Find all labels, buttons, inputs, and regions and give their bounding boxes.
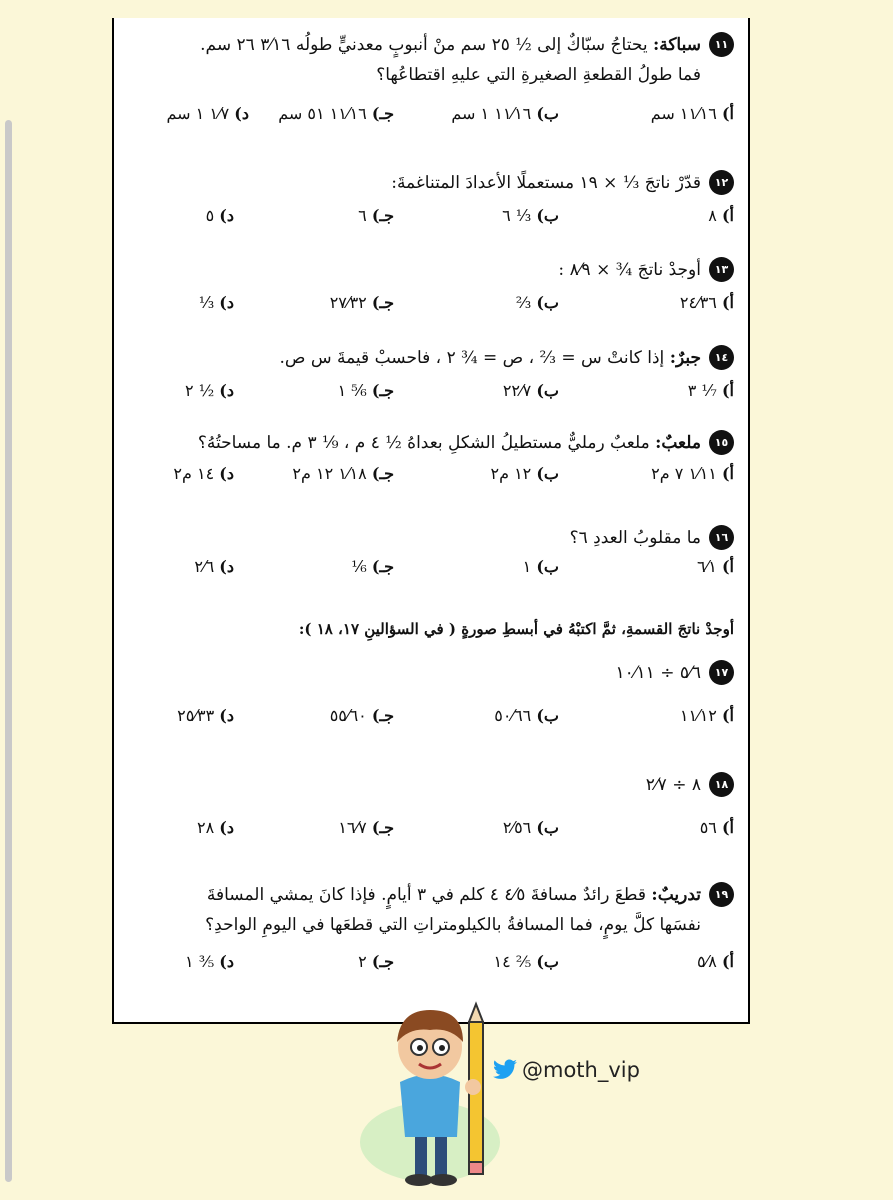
twitter-watermark (492, 1058, 640, 1082)
boy-with-pencil-mascot (355, 992, 505, 1192)
option-d[interactable]: د) ٥ (205, 206, 234, 225)
option-c[interactable]: جـ) ⅙ (351, 557, 394, 576)
question-text: ملعبٌ رمليٌّ مستطيلُ الشكلِ بعداهُ ½ ٤ م ، ⅑ ٣ م. ما مساحتُهُ؟ (197, 433, 650, 453)
option-a[interactable]: أ) ٦⁄١ (697, 557, 734, 576)
option-a[interactable]: أ) ٥٦ (699, 818, 734, 837)
question-text: ٥⁄٦ ÷ ١٠⁄١١ (615, 663, 701, 683)
answer-options (124, 464, 734, 494)
answer-options (124, 206, 734, 236)
answer-options (124, 952, 734, 982)
option-d[interactable]: د) ١٤ م٢ (173, 464, 234, 483)
question-number-badge: ١٣ (709, 257, 734, 282)
twitter-handle: @moth_vip (522, 1058, 640, 1082)
question-17 (124, 658, 734, 736)
option-d[interactable]: د) ٢٨ (197, 818, 234, 837)
question-number-badge: ١٩ (709, 882, 734, 907)
option-b[interactable]: ب) ⅖ ١٤ (493, 952, 559, 971)
question-keyword: ملعبٌ: (655, 433, 701, 453)
twitter-bird-icon (492, 1059, 518, 1081)
option-d[interactable]: د) ½ ٢ (185, 381, 234, 400)
answer-options (124, 818, 734, 848)
option-a[interactable]: أ) ٨ (708, 206, 734, 225)
option-d[interactable]: د) ⅗ ١ (185, 952, 234, 971)
question-number-badge: ١٤ (709, 345, 734, 370)
question-number-badge: ١٨ (709, 772, 734, 797)
option-c[interactable]: جـ) ١١⁄١٦ ٥١ سم (278, 104, 394, 123)
option-b[interactable]: ب) ٢⁄٥٦ (502, 818, 559, 837)
option-b[interactable]: ب) ١ (522, 557, 559, 576)
option-b[interactable]: ب) ⅔ (515, 293, 559, 312)
option-b[interactable]: ب) ١٢ م٢ (490, 464, 559, 483)
question-text: أوجدْ ناتجَ ¾ × ٨⁄٩ : (558, 260, 701, 280)
question-text-line-2: نفسَها كلَّ يومٍ، فما المسافةُ بالكيلومتراتِ التي قطعَها في اليومِ الواحدِ؟ (205, 915, 701, 935)
option-c[interactable]: جـ) ٦ (358, 206, 394, 225)
option-a[interactable]: أ) ٥⁄٨ (697, 952, 734, 971)
option-c[interactable]: جـ) ٢٧⁄٣٢ (329, 293, 394, 312)
option-a[interactable]: أ) ٢٤⁄٣٦ (679, 293, 734, 312)
option-a[interactable]: أ) ١١⁄١٢ (679, 706, 734, 725)
question-18 (124, 770, 734, 848)
option-c[interactable]: جـ) ١⁄١٨ ١٢ م٢ (292, 464, 394, 483)
question-text: ما مقلوبُ العددِ ٦؟ (569, 528, 701, 548)
option-d[interactable]: د) ٢⁄٦ (194, 557, 234, 576)
option-c[interactable]: جـ) ٥٥⁄٦٠ (329, 706, 394, 725)
answer-options (124, 706, 734, 736)
scrollbar[interactable] (5, 120, 12, 1182)
question-text: يحتاجُ سبّاكٌ إلى ½ ٢٥ سم منْ أنبوبٍ معدنيٍّ طولُه ٣⁄١٦ ٢٦ سم. (200, 35, 648, 55)
option-c[interactable]: جـ) ١٦⁄٧ (338, 818, 394, 837)
question-number-badge: ١١ (709, 32, 734, 57)
question-number-badge: ١٧ (709, 660, 734, 685)
option-a[interactable]: أ) ١⁄١١ ٧ م٢ (651, 464, 734, 483)
question-text: قطعَ رائدٌ مسافةَ ٤⁄٥ ٤ كلم في ٣ أيامٍ. فإذا كانَ يمشي المسافةَ (206, 885, 647, 905)
question-number-badge: ١٥ (709, 430, 734, 455)
question-keyword: سباكة: (652, 35, 701, 55)
option-b[interactable]: ب) ١١⁄١٦ ١ سم (451, 104, 559, 123)
question-number-badge: ١٢ (709, 170, 734, 195)
option-d[interactable]: د) ⅓ (198, 293, 234, 312)
option-b[interactable]: ب) ٢٢⁄٧ (502, 381, 559, 400)
section-instruction: أوجدْ ناتجَ القسمةِ، ثمَّ اكتبْهُ في أبسطِ صورةٍ ( في السؤالينِ ١٧، ١٨ ): (298, 620, 734, 638)
worksheet-page (112, 18, 750, 1024)
option-a[interactable]: أ) ١١⁄١٦ سم (650, 104, 734, 123)
question-12 (124, 168, 734, 236)
option-a[interactable]: أ) ⅐ ٣ (687, 381, 734, 400)
question-text: قدّرْ ناتجَ ⅓ × ١٩ مستعملًا الأعدادَ المتناغمةَ: (391, 173, 701, 193)
question-text-line-2: فما طولُ القطعةِ الصغيرةِ التي عليهِ اقتطاعُها؟ (376, 65, 701, 85)
question-14 (124, 343, 734, 411)
question-13 (124, 255, 734, 323)
question-number-badge: ١٦ (709, 525, 734, 550)
answer-options (124, 557, 734, 587)
answer-options (124, 293, 734, 323)
question-16 (124, 523, 734, 587)
option-d[interactable]: د) ١⁄٧ ١ سم (166, 104, 249, 123)
question-11 (124, 30, 734, 134)
option-b[interactable]: ب) ⅓ ٦ (502, 206, 559, 225)
question-15 (124, 428, 734, 494)
option-c[interactable]: جـ) ⅚ ١ (337, 381, 394, 400)
answer-options (124, 381, 734, 411)
question-text: إذا كانتْ س = ⅔ ، ص = ¾ ٢ ، فاحسبْ قيمةَ س ص. (279, 348, 665, 368)
question-text: ٨ ÷ ٢⁄٧ (645, 775, 701, 795)
option-d[interactable]: د) ٢٥⁄٣٣ (177, 706, 234, 725)
answer-options (124, 104, 734, 134)
question-keyword: جبرٌ: (669, 348, 701, 368)
question-19 (124, 880, 734, 982)
option-c[interactable]: جـ) ٢ (358, 952, 394, 971)
question-keyword: تدريبٌ: (651, 885, 701, 905)
option-b[interactable]: ب) ٥٠⁄٦٦ (494, 706, 559, 725)
